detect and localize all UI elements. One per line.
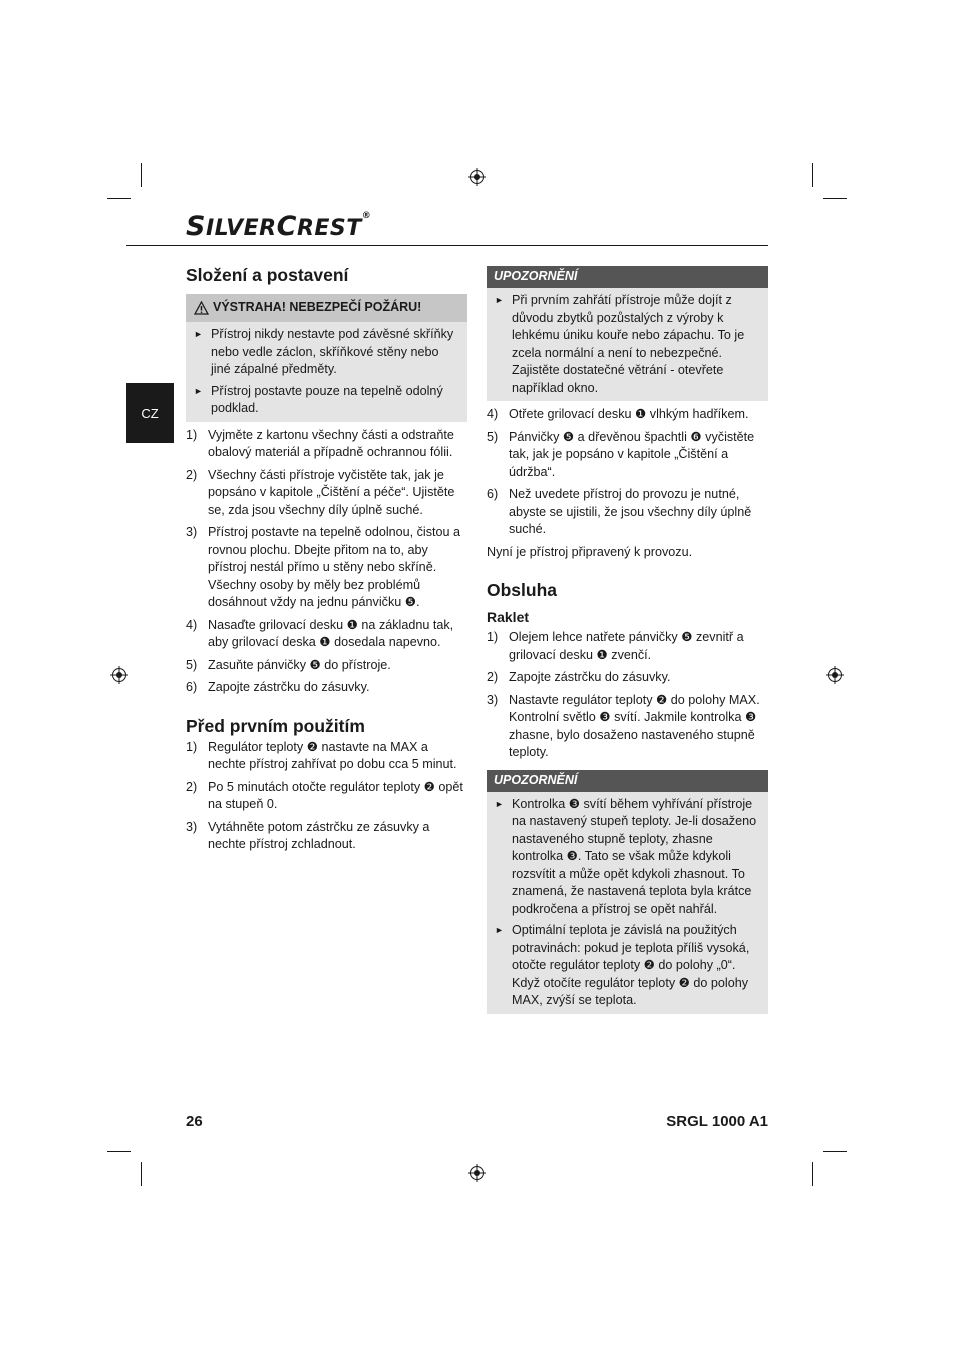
page-number: 26 bbox=[186, 1113, 203, 1130]
crop-mark bbox=[823, 198, 847, 199]
bullet-item: ► Přístroj nikdy nestavte pod závěsné skříňky nebo vedle záclon, skříňkové stěny nebo jiné zápalné předměty. bbox=[186, 322, 467, 379]
note-header: UPOZORNĚNÍ bbox=[487, 266, 768, 288]
bullet-item: ► Kontrolka ❸ svítí během vyhřívání přístroje na nastavený stupeň teploty. Je-li dosaženo nastaveného stupně teploty, zhasne kontrolka ❸. Tato se však může kdykoli rozsvítit a může opět kdykoli zhasnout. To znamená, že nastavená teplota byla krátce podkročena a přístroj se opět nahřál. bbox=[487, 792, 768, 919]
step-item: 5) Pánvičky ❺ a dřevěnou špachtli ❻ vyčistěte tak, jak je popsáno v kapitole „Čištění a údržba“. bbox=[487, 429, 755, 479]
language-tab: CZ bbox=[126, 383, 174, 443]
left-column bbox=[186, 264, 467, 854]
crop-mark bbox=[141, 1162, 142, 1186]
step-item: 6) Zapojte zástrčku do zásuvky. bbox=[186, 680, 370, 694]
step-item: 2) Zapojte zástrčku do zásuvky. bbox=[487, 670, 671, 684]
warning-box bbox=[186, 294, 467, 422]
step-item: 3) Přístroj postavte na tepelně odolnou, čistou a rovnou plochu. Dbejte přitom na to, aby přístroj nestál přímo u stěny nebo skříně. Všechny osoby by měly bez problémů dosáhnout vždy na jednu pánvičku ❺. bbox=[186, 525, 461, 609]
registration-mark-icon bbox=[826, 666, 844, 684]
bullet-arrow-icon: ► bbox=[495, 295, 504, 305]
bullet-item: ► Optimální teplota je závislá na použitých potravinách: pokud je teplota příliš vysoká, otočte regulátor teploty ❷ do polohy „0“. Když otočíte regulátor teploty ❷ do polohy MAX, zvýší se teplota. bbox=[487, 918, 768, 1010]
registration-mark-icon bbox=[110, 666, 128, 684]
section-title: Před prvním použitím bbox=[186, 715, 365, 736]
step-item: 4) Nasaďte grilovací desku ❶ na základnu tak, aby grilovací deska ❶ dosedala napevno. bbox=[186, 617, 454, 649]
note-header: UPOZORNĚNÍ bbox=[487, 770, 768, 792]
crop-mark bbox=[107, 1151, 131, 1152]
crop-mark bbox=[823, 1151, 847, 1152]
step-item: 4) Otřete grilovací desku ❶ vlhkým hadříkem. bbox=[487, 407, 749, 421]
bullet-item: ► Při prvním zahřátí přístroje může dojít z důvodu zbytků pozůstalých z výroby k lehkému úniku kouře nebo zápachu. To je zcela normální a není to nebezpečné. Zajistěte dostatečné větrání - otevřete například okno. bbox=[487, 288, 768, 397]
step-item: 6) Než uvedete přístroj do provozu je nutné, abyste se ujistili, že jsou všechny díly úplně suché. bbox=[487, 487, 752, 536]
step-item: 1) Olejem lehce natřete pánvičky ❺ zevnitř a grilovací desku ❶ zvenčí. bbox=[487, 630, 744, 662]
bullet-item: ► Přístroj postavte pouze na tepelně odolný podklad. bbox=[186, 379, 467, 418]
ready-text: Nyní je přístroj připravený k provozu. bbox=[487, 544, 693, 559]
registration-mark-icon bbox=[468, 1164, 486, 1182]
right-column bbox=[487, 266, 768, 1014]
bullet-arrow-icon: ► bbox=[194, 385, 203, 396]
note-box bbox=[487, 266, 768, 401]
step-item: 3) Vytáhněte potom zástrčku ze zásuvky a nechte přístroj zchladnout. bbox=[186, 819, 430, 851]
step-item: 2) Všechny části přístroje vyčistěte tak, jak je popsáno v kapitole „Čištění a péče“. Ujistěte se, zda jsou všechny díly úplně suché. bbox=[186, 467, 455, 517]
section-title: Obsluha bbox=[487, 580, 558, 600]
step-item: 2) Po 5 minutách otočte regulátor teploty ❷ opět na stupeň 0. bbox=[186, 779, 463, 811]
crop-mark bbox=[141, 163, 142, 187]
step-item: 1) Vyjměte z kartonu všechny části a odstraňte obalový materiál a případně ochrannou fólii. bbox=[186, 427, 454, 459]
step-item: 3) Nastavte regulátor teploty ❷ do polohy MAX. Kontrolní světlo ❸ svítí. Jakmile kontrolka ❸ zhasne, bylo dosaženo nastaveného stupně teploty. bbox=[487, 692, 760, 759]
crop-mark bbox=[107, 198, 131, 199]
warning-header bbox=[186, 294, 467, 322]
bullet-arrow-icon: ► bbox=[495, 925, 504, 935]
bullet-arrow-icon: ► bbox=[495, 798, 504, 809]
warning-title: VÝSTRAHA! NEBEZPEČÍ POŽÁRU! bbox=[213, 300, 422, 315]
bullet-arrow-icon: ► bbox=[194, 329, 203, 339]
header-rule bbox=[126, 245, 768, 246]
step-item: 1) Regulátor teploty ❷ nastavte na MAX a nechte přístroj zahřívat po dobu cca 5 minut. bbox=[186, 739, 457, 771]
step-item: 5) Zasuňte pánvičky ❺ do přístroje. bbox=[186, 657, 391, 672]
subsection-title: Raklet bbox=[487, 609, 530, 625]
note-box bbox=[487, 770, 768, 1014]
crop-mark bbox=[812, 163, 813, 187]
brand-logo: SILVERCREST® bbox=[186, 211, 372, 242]
registration-mark-icon bbox=[468, 168, 486, 186]
model-name: SRGL 1000 A1 bbox=[666, 1113, 768, 1130]
section-title: Složení a postavení bbox=[186, 265, 349, 285]
crop-mark bbox=[812, 1162, 813, 1186]
warning-triangle-icon bbox=[194, 301, 209, 315]
